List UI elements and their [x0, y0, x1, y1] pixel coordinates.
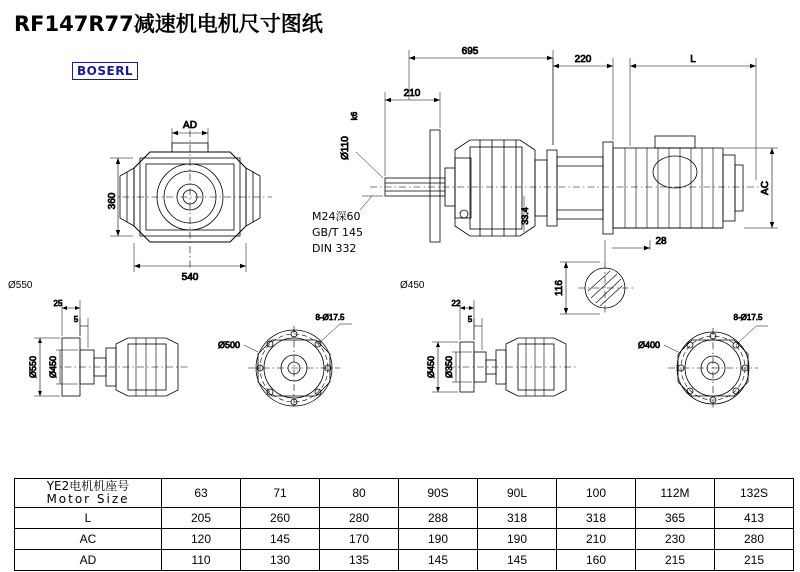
brand-logo: BOSERL [72, 62, 138, 80]
table-header-label-cn: YE2电机机座号 [46, 479, 130, 493]
table-col-0: 63 [162, 479, 241, 508]
view-small-section [560, 240, 650, 315]
label-540: 540 [181, 272, 199, 283]
label-bolt-left: 8-Ø17.5 [315, 313, 345, 322]
table-row-label-ad: AD [15, 550, 162, 571]
label-center-std1: GB/T 145 [312, 226, 363, 239]
label-center-thread: M24深60 [312, 210, 361, 223]
label-d550: Ø550 [28, 355, 38, 379]
table-col-5: 100 [557, 479, 636, 508]
cell-l-4: 318 [478, 508, 557, 529]
cell-ac-1: 145 [241, 529, 320, 550]
cell-ad-7: 215 [715, 550, 794, 571]
label-210: 210 [403, 88, 421, 99]
label-center-std2: DIN 332 [312, 242, 357, 255]
cell-l-2: 280 [320, 508, 399, 529]
cell-l-7: 413 [715, 508, 794, 529]
page-title: RF147R77减速机电机尺寸图纸 [14, 12, 323, 36]
dim-L [630, 58, 756, 180]
label-bolt-right: 8-Ø17.5 [733, 313, 763, 322]
cell-ac-2: 170 [320, 529, 399, 550]
cell-ac-3: 190 [399, 529, 478, 550]
table-header-label-en: Motor Size [46, 492, 130, 506]
view-bottom-1-side [34, 300, 190, 396]
label-360: 360 [107, 192, 118, 210]
label-flange-550: Ø550 [8, 280, 33, 291]
label-L: L [690, 54, 696, 65]
cell-ad-2: 135 [320, 550, 399, 571]
cell-ad-4: 145 [478, 550, 557, 571]
cell-ad-1: 130 [241, 550, 320, 571]
table-row [15, 550, 794, 571]
view-bottom-3-side [432, 300, 578, 396]
label-ad: AD [183, 120, 197, 131]
label-22: 22 [451, 299, 461, 308]
label-116: 116 [554, 280, 565, 296]
motor-size-table [14, 478, 794, 571]
table-row-label-ac: AC [15, 529, 162, 550]
dim-220 [553, 58, 613, 145]
label-5b: 5 [467, 315, 473, 324]
cell-l-5: 318 [557, 508, 636, 529]
label-33-4: 33.4 [520, 207, 530, 225]
label-flange-450: Ø450 [400, 280, 425, 291]
table-header-row [15, 479, 794, 508]
table-col-7: 132S [715, 479, 794, 508]
label-220: 220 [574, 54, 592, 65]
table-col-3: 90S [399, 479, 478, 508]
table-col-2: 80 [320, 479, 399, 508]
table-row [15, 529, 794, 550]
cell-l-1: 260 [241, 508, 320, 529]
dim-695 [409, 50, 553, 145]
cell-l-6: 365 [636, 508, 715, 529]
view-ad-front [108, 130, 272, 268]
cell-ad-3: 145 [399, 550, 478, 571]
cell-l-3: 288 [399, 508, 478, 529]
dim-shaft-dia [356, 152, 383, 196]
label-shaft-dia-tol: k6 [350, 111, 359, 121]
cell-ac-6: 230 [636, 529, 715, 550]
table-col-1: 71 [241, 479, 320, 508]
cell-ac-7: 280 [715, 529, 794, 550]
table-col-6: 112M [636, 479, 715, 508]
cell-ac-4: 190 [478, 529, 557, 550]
label-5a: 5 [73, 315, 79, 324]
table-row [15, 508, 794, 529]
dim-210 [385, 92, 440, 176]
leader-center-thread [360, 196, 372, 210]
label-28: 28 [655, 236, 667, 247]
label-d400: Ø400 [637, 340, 660, 350]
cell-ad-5: 160 [557, 550, 636, 571]
cell-l-0: 205 [162, 508, 241, 529]
cell-ad-0: 110 [162, 550, 241, 571]
table-row-label-l: L [15, 508, 162, 529]
view-assembly-side [370, 130, 760, 242]
label-695: 695 [461, 46, 479, 57]
cell-ac-0: 120 [162, 529, 241, 550]
view-bottom-4-flange [664, 326, 768, 408]
label-25: 25 [53, 299, 63, 308]
label-d450a: Ø450 [48, 355, 58, 379]
table-header-label [15, 479, 162, 508]
view-bottom-2-flange [244, 324, 352, 408]
label-d500: Ø500 [217, 340, 240, 350]
label-d350: Ø350 [444, 355, 454, 379]
cell-ad-6: 215 [636, 550, 715, 571]
table-col-4: 90L [478, 479, 557, 508]
label-d450b: Ø450 [426, 355, 436, 379]
label-AC: AC [760, 181, 771, 195]
label-shaft-dia: Ø110 [340, 136, 351, 160]
cell-ac-5: 210 [557, 529, 636, 550]
